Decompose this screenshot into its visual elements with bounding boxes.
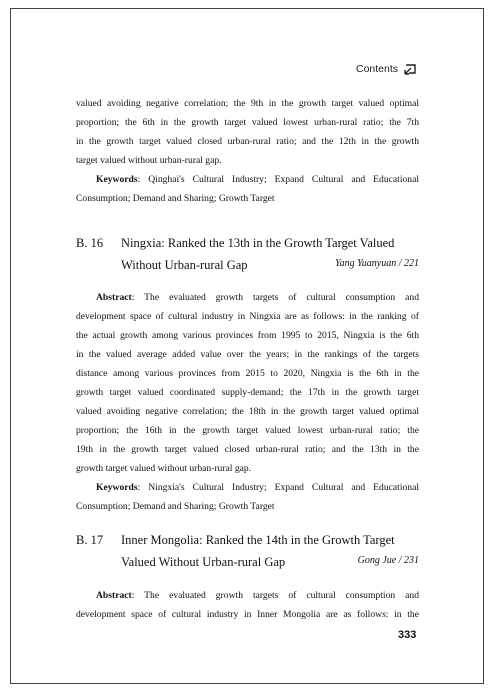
abstract-line — [76, 288, 419, 307]
keywords-text: : Qinghai's Cultural Industry; Expand Cultural and Educational — [137, 174, 419, 185]
contents-label: Contents — [356, 63, 399, 75]
text-line: in the growth target valued closed urban-rural ratio; and the 12th in the growth — [76, 136, 419, 147]
text-line: valued avoiding negative correlation; the 9th in the growth target valued optimal — [76, 98, 419, 109]
keywords-line — [76, 170, 419, 189]
contents-link[interactable] — [356, 63, 417, 75]
keywords-line: Consumption; Demand and Sharing; Growth Target — [76, 193, 275, 204]
text-line: the actual growth among various provinces from 1995 to 2015, Ningxia is the 6th — [76, 330, 419, 341]
text-line: development space of cultural industry in Inner Mongolia are as follows: in the — [76, 609, 419, 620]
author-page: Gong Jue / 231 — [357, 555, 419, 566]
abstract-label: Abstract — [96, 590, 132, 601]
text-line: development space of cultural industry in Ningxia are as follows: in the ranking of — [76, 311, 419, 322]
entry-title-continued: Valued Without Urban-rural Gap — [121, 555, 286, 569]
text-line: growth target valued coordinated supply-demand; the 17th in the growth target — [76, 387, 419, 398]
abstract-text: : The evaluated growth targets of cultural consumption and — [131, 590, 419, 601]
entry-title: Inner Mongolia: Ranked the 14th in the Growth Target — [121, 533, 395, 547]
entry-number: B. 17 — [76, 533, 104, 547]
entry-number: B. 16 — [76, 236, 104, 250]
abstract-line — [76, 586, 419, 605]
keywords-line: Consumption; Demand and Sharing; Growth Target — [76, 501, 275, 512]
abstract-label: Abstract — [96, 292, 132, 303]
entry-heading[interactable] — [76, 236, 419, 280]
text-line: proportion; the 16th in the growth target valued lowest urban-rural ratio; the — [76, 425, 419, 436]
text-line: valued avoiding negative correlation; the 18th in the growth target valued optimal — [76, 406, 419, 417]
text-line: growth target valued without urban-rural gap. — [76, 463, 252, 474]
keywords-label: Keywords — [96, 482, 138, 493]
author-page: Yang Yuanyuan / 221 — [334, 258, 419, 269]
entry-heading[interactable] — [76, 533, 419, 577]
keywords-text: : Ningxia's Cultural Industry; Expand Cultural and Educational — [137, 482, 419, 493]
keywords-label: Keywords — [96, 174, 138, 185]
entry-title: Ningxia: Ranked the 13th in the Growth Target Valued — [121, 236, 395, 250]
abstract-block — [76, 288, 419, 516]
return-arrow-icon — [404, 64, 417, 75]
abstract-text: : The evaluated growth targets of cultural consumption and — [131, 292, 419, 303]
text-line: proportion; the 6th in the growth target valued lowest urban-rural ratio; the 7th — [76, 117, 419, 128]
text-line: distance among various provinces from 2015 to 2020, Ningxia is the 6th in the — [76, 368, 419, 379]
text-line: target valued without urban-rural gap. — [76, 155, 222, 166]
keywords-line — [76, 478, 419, 497]
continued-abstract — [76, 94, 419, 208]
abstract-block — [76, 586, 419, 624]
text-line: in the valued average added value over the years; in the rankings of the targets — [76, 349, 419, 360]
text-line: 19th in the growth target valued closed urban-rural ratio; and the 13th in the — [76, 444, 419, 455]
entry-title-continued: Without Urban-rural Gap — [121, 258, 248, 272]
page-number: 333 — [398, 629, 417, 641]
